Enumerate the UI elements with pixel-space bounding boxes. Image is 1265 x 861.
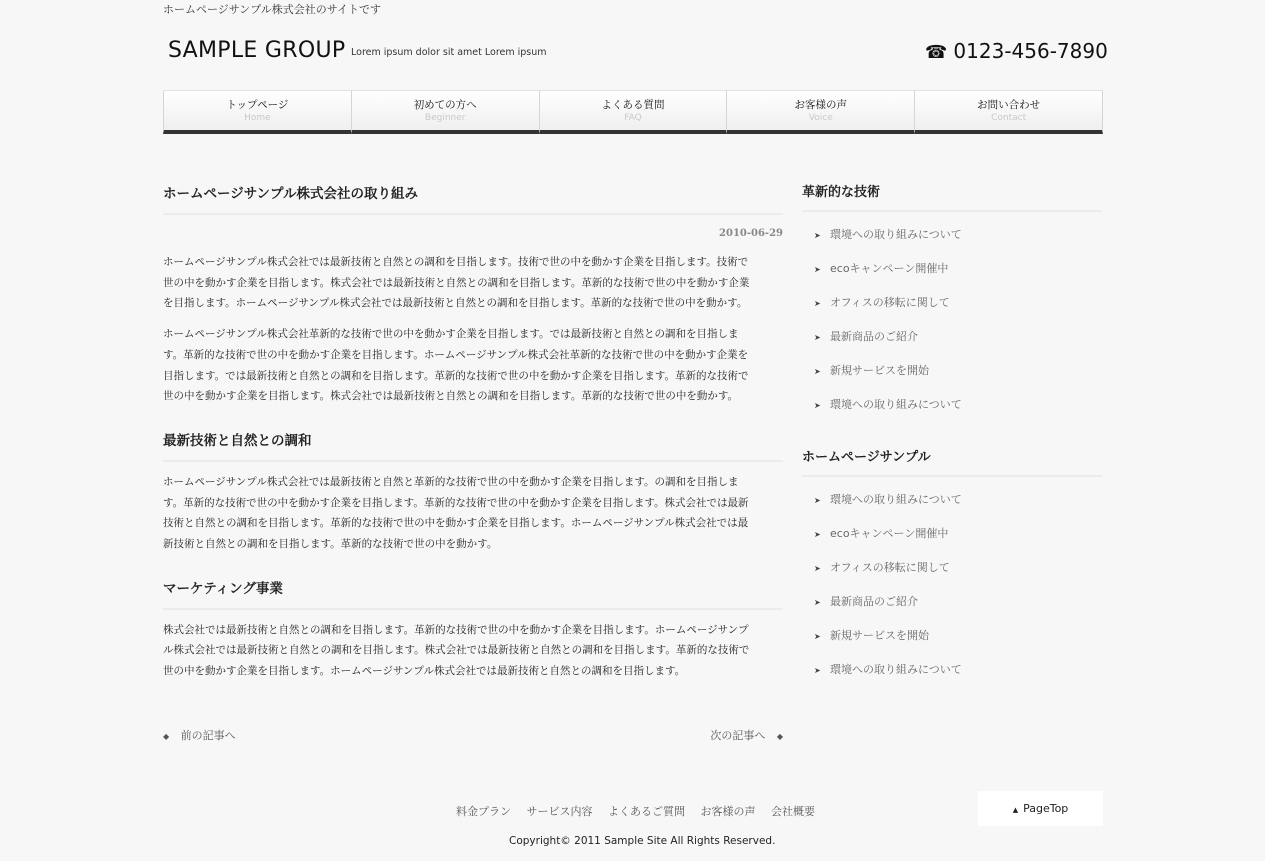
sidebar-list [802, 483, 1102, 687]
pagetop-label: PageTop [1023, 802, 1069, 815]
text-line: 世の中を動かす企業を目指します。ホームページサンプル株式会社では最新技術と自然との調和を目指します。 [163, 665, 686, 678]
footer-link-faq[interactable]: よくあるご質問 [608, 805, 685, 818]
sidebar-link-label: 環境への取り組みについて [830, 493, 962, 506]
phone-text: 0123-456-7890 [953, 39, 1108, 63]
section-title: マーケティング事業 [163, 575, 783, 610]
bullet-arrow-icon: ➤ [814, 333, 821, 342]
site-logo[interactable]: SAMPLE GROUP [168, 38, 346, 63]
article-paragraph [163, 252, 783, 314]
arrow-right-icon: ◆ [776, 732, 783, 741]
text-line: 株式会社では最新技術と自然との調和を目指します。革新的な技術で世の中を動かす企業を目指します。ホームページサンプ [163, 623, 749, 636]
text-line: ホームページサンプル株式会社では最新技術と自然と革新的な技術で世の中を動かす企業を目指します。の調和を目指しま [163, 475, 739, 488]
nav-label: お問い合わせ [977, 99, 1041, 111]
sidebar-link-label: 最新商品のご紹介 [830, 330, 918, 343]
next-article-link[interactable] [710, 727, 783, 743]
section-title: 最新技術と自然との調和 [163, 427, 783, 462]
arrow-left-icon: ◆ [163, 732, 170, 741]
sidebar-block-tech [802, 180, 1102, 422]
nav-sublabel: Voice [808, 113, 833, 123]
bullet-arrow-icon: ➤ [814, 564, 821, 573]
sidebar-link[interactable] [802, 619, 1102, 653]
article-paragraph [163, 620, 783, 682]
nav-item-contact[interactable] [914, 90, 1103, 134]
sidebar-link[interactable] [802, 517, 1102, 551]
text-line: す。革新的な技術で世の中を動かす企業を目指します。革新的な技術で世の中を動かす企業を目指します。株式会社では最新 [163, 496, 749, 509]
bullet-arrow-icon: ➤ [814, 299, 821, 308]
nav-item-beginner[interactable] [351, 90, 539, 134]
sidebar-link-label: 新規サービスを開始 [830, 364, 929, 377]
sidebar-link[interactable] [802, 218, 1102, 252]
phone-number [925, 38, 1108, 66]
text-line: す。革新的な技術で世の中を動かす企業を目指します。ホームページサンプル株式会社革新的な技術で世の中を動かす企業を [163, 348, 749, 361]
nav-sublabel: Beginner [424, 113, 466, 123]
nav-item-home[interactable] [163, 90, 351, 134]
nav-label: よくある質問 [601, 99, 665, 111]
footer-link-company[interactable]: 会社概要 [771, 805, 815, 818]
footer-nav [456, 803, 827, 819]
sidebar-title: 革新的な技術 [802, 180, 1102, 212]
bullet-arrow-icon: ➤ [814, 530, 821, 539]
prev-article-link[interactable] [163, 727, 236, 743]
bullet-arrow-icon: ➤ [814, 231, 821, 240]
logo-subtitle: Lorem ipsum dolor sit amet Lorem ipsum [351, 47, 547, 58]
pagetop-button[interactable] [978, 791, 1103, 826]
sidebar-list [802, 218, 1102, 422]
next-label: 次の記事へ [710, 729, 766, 742]
nav-label: 初めての方へ [413, 99, 477, 111]
phone-icon: ☎ [925, 42, 948, 63]
text-line: 技術と自然との調和を目指します。革新的な技術で世の中を動かす企業を目指します。ホームページサンプル株式会社では最 [163, 517, 749, 530]
text-line: を目指します。ホームページサンプル株式会社では最新技術と自然との調和を目指します。革新的な技術で世の中を動かす。 [163, 297, 748, 310]
text-line: 新技術と自然との調和を目指します。革新的な技術で世の中を動かす。 [163, 538, 498, 551]
article-paragraph [163, 324, 783, 407]
text-line: ホームページサンプル株式会社革新的な技術で世の中を動かす企業を目指します。では最新技術と自然との調和を目指しま [163, 328, 739, 341]
global-nav [163, 90, 1103, 134]
bullet-arrow-icon: ➤ [814, 265, 821, 274]
sidebar-link-label: オフィスの移転に関して [830, 296, 950, 309]
bullet-arrow-icon: ➤ [814, 496, 821, 505]
sidebar-link-label: 新規サービスを開始 [830, 629, 929, 642]
nav-label: トップページ [226, 99, 289, 111]
article-date: 2010-06-29 [719, 228, 783, 239]
sidebar-link[interactable] [802, 388, 1102, 422]
prev-label: 前の記事へ [180, 729, 236, 742]
article-paragraph [163, 472, 783, 555]
footer-link-pricing[interactable]: 料金プラン [456, 805, 511, 818]
bullet-arrow-icon: ➤ [814, 367, 821, 376]
sidebar-title: ホームページサンプル [802, 445, 1102, 477]
site-tagline: ホームページサンプル株式会社のサイトです [163, 3, 382, 16]
sidebar-link[interactable] [802, 320, 1102, 354]
sidebar-link[interactable] [802, 585, 1102, 619]
text-line: 目指します。では最新技術と自然との調和を目指します。革新的な技術で世の中を動かす企業を目指します。革新的な技術で [163, 369, 749, 382]
nav-item-voice[interactable] [726, 90, 914, 134]
article-pager [163, 727, 783, 745]
nav-item-faq[interactable] [539, 90, 727, 134]
bullet-arrow-icon: ➤ [814, 632, 821, 641]
sidebar-link[interactable] [802, 551, 1102, 585]
bullet-arrow-icon: ➤ [814, 666, 821, 675]
sidebar-link-label: 環境への取り組みについて [830, 663, 962, 676]
sidebar-link[interactable] [802, 354, 1102, 388]
text-line: 世の中を動かす企業を目指します。株式会社では最新技術と自然との調和を目指します。革新的な技術で世の中を動かす企業 [163, 276, 750, 289]
copyright: Copyright© 2011 Sample Site All Rights Reserved. [509, 835, 776, 847]
sidebar-link-label: 環境への取り組みについて [830, 228, 962, 241]
sidebar-link-label: ecoキャンペーン開催中 [830, 262, 949, 275]
sidebar-link-label: オフィスの移転に関して [830, 561, 950, 574]
sidebar-link[interactable] [802, 286, 1102, 320]
footer-link-voice[interactable]: お客様の声 [700, 805, 756, 818]
nav-sublabel: Contact [991, 113, 1027, 123]
sidebar-link-label: 環境への取り組みについて [830, 398, 962, 411]
nav-sublabel: Home [244, 113, 271, 123]
sidebar-link-label: ecoキャンペーン開催中 [830, 527, 949, 540]
sidebar-link[interactable] [802, 483, 1102, 517]
bullet-arrow-icon: ➤ [814, 598, 821, 607]
sidebar-link-label: 最新商品のご紹介 [830, 595, 918, 608]
text-line: ホームページサンプル株式会社では最新技術と自然との調和を目指します。技術で世の中を動かす企業を目指します。技術で [163, 256, 749, 268]
nav-sublabel: FAQ [624, 113, 642, 123]
footer-link-services[interactable]: サービス内容 [526, 805, 593, 818]
nav-label: お客様の声 [794, 99, 848, 111]
sidebar-link[interactable] [802, 252, 1102, 286]
text-line: 世の中を動かす企業を目指します。株式会社では最新技術と自然との調和を目指します。革新的な技術で世の中を動かす。 [163, 390, 738, 403]
main-content [163, 180, 783, 682]
sidebar-link[interactable] [802, 653, 1102, 687]
sidebar-block-sample [802, 445, 1102, 687]
arrow-up-icon: ▲ [1012, 806, 1019, 814]
article-title: ホームページサンプル株式会社の取り組み [163, 180, 783, 215]
text-line: ル株式会社では最新技術と自然との調和を目指します。株式会社では最新技術と自然との調和を目指します。革新的な技術で [163, 644, 750, 657]
bullet-arrow-icon: ➤ [814, 401, 821, 410]
